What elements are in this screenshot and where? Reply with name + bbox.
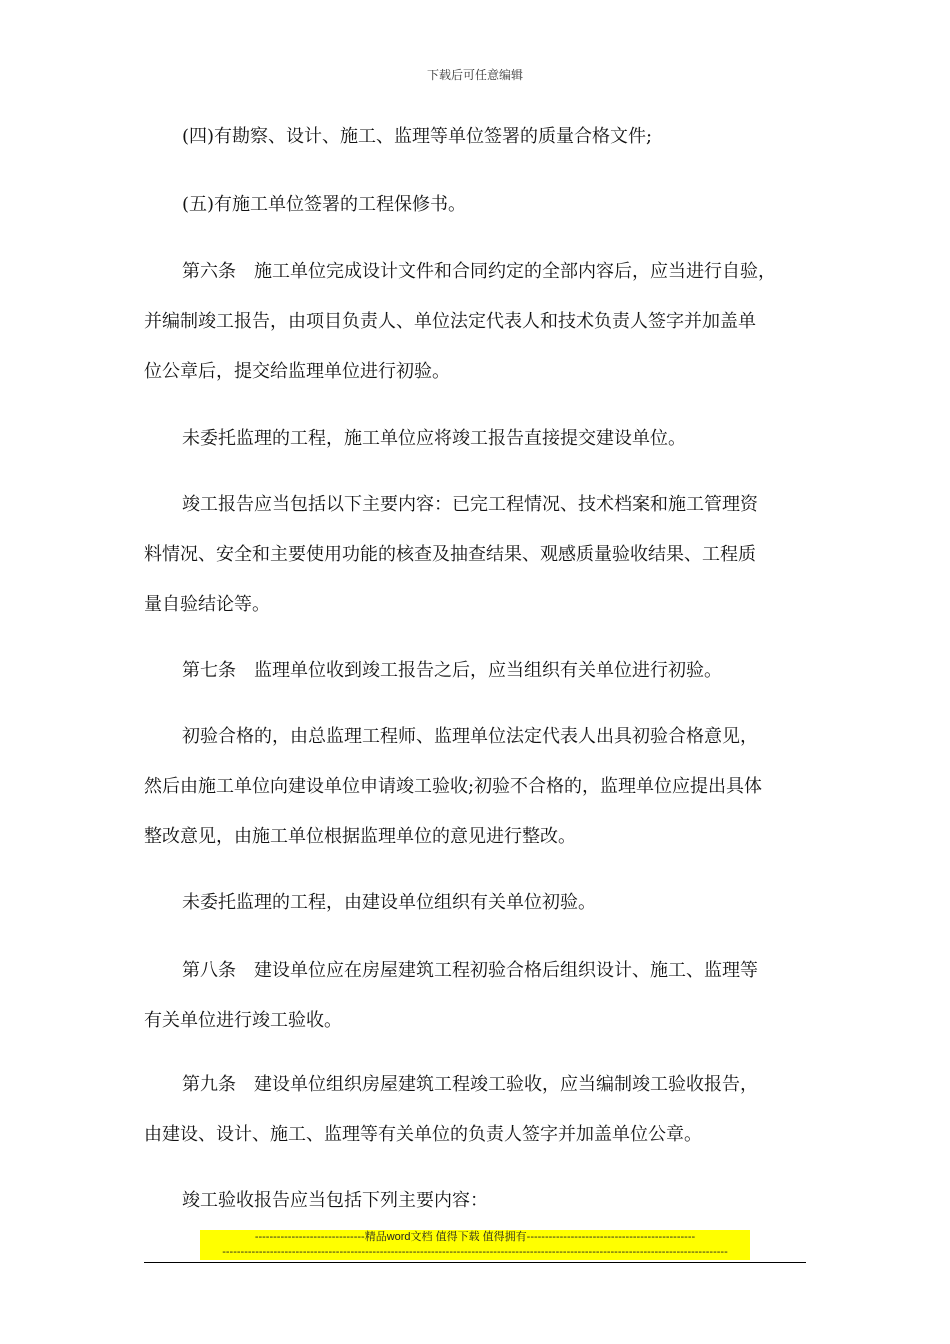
- text-line: 竣工报告应当包括以下主要内容：已完工程情况、技术档案和施工管理资: [182, 494, 758, 515]
- text-line: 未委托监理的工程，由建设单位组织有关单位初验。: [182, 892, 596, 913]
- paragraph-owner-inspection: [144, 878, 806, 928]
- text-line: 位公章后，提交给监理单位进行初验。: [144, 361, 450, 382]
- text-line: 未委托监理的工程，施工单位应将竣工报告直接提交建设单位。: [182, 428, 686, 449]
- text-line: 整改意见，由施工单位根据监理单位的意见进行整改。: [144, 826, 576, 847]
- text-line: 第八条 建设单位应在房屋建筑工程初验合格后组织设计、施工、监理等: [182, 960, 758, 981]
- paragraph-initial-inspection: [144, 712, 806, 862]
- text-line: 第九条 建设单位组织房屋建筑工程竣工验收，应当编制竣工验收报告，: [182, 1074, 758, 1095]
- footer-line-1: ------------------------------精品word文档 值得下载 值得拥有----------------------------------------------: [254, 1231, 696, 1243]
- paragraph-no-supervision: [144, 414, 806, 464]
- article-8: [144, 946, 806, 1046]
- footer-line-2: ------------------------------------------------------------------------------------------------------------------------------------------: [222, 1246, 728, 1258]
- text-line: 并编制竣工报告，由项目负责人、单位法定代表人和技术负责人签字并加盖单: [144, 311, 756, 332]
- page-header: 下载后可任意编辑: [426, 68, 523, 82]
- text-line: (五)有施工单位签署的工程保修书。: [182, 194, 467, 215]
- text-line: (四)有勘察、设计、施工、监理等单位签署的质量合格文件;: [182, 126, 653, 147]
- text-line: 第六条 施工单位完成设计文件和合同约定的全部内容后，应当进行自验，: [182, 261, 776, 282]
- article-7: [144, 646, 806, 696]
- paragraph-5: [144, 180, 806, 230]
- article-9: [144, 1060, 806, 1160]
- text-line: 初验合格的，由总监理工程师、监理单位法定代表人出具初验合格意见，: [182, 726, 758, 747]
- paragraph-report-content: [144, 480, 806, 630]
- footer-divider: [144, 1262, 806, 1263]
- text-line: 竣工验收报告应当包括下列主要内容：: [182, 1190, 488, 1211]
- text-line: 第七条 监理单位收到竣工报告之后，应当组织有关单位进行初验。: [182, 660, 722, 681]
- paragraph-acceptance-report: [144, 1176, 806, 1226]
- article-6: [144, 247, 806, 397]
- text-line: 料情况、安全和主要使用功能的核查及抽查结果、观感质量验收结果、工程质: [144, 544, 756, 565]
- text-line: 由建设、设计、施工、监理等有关单位的负责人签字并加盖单位公章。: [144, 1124, 702, 1145]
- footer-banner: [200, 1230, 750, 1260]
- text-line: 量自验结论等。: [144, 594, 270, 615]
- text-line: 有关单位进行竣工验收。: [144, 1010, 342, 1031]
- text-line: 然后由施工单位向建设单位申请竣工验收;初验不合格的，监理单位应提出具体: [144, 776, 763, 797]
- paragraph-4: [144, 112, 806, 162]
